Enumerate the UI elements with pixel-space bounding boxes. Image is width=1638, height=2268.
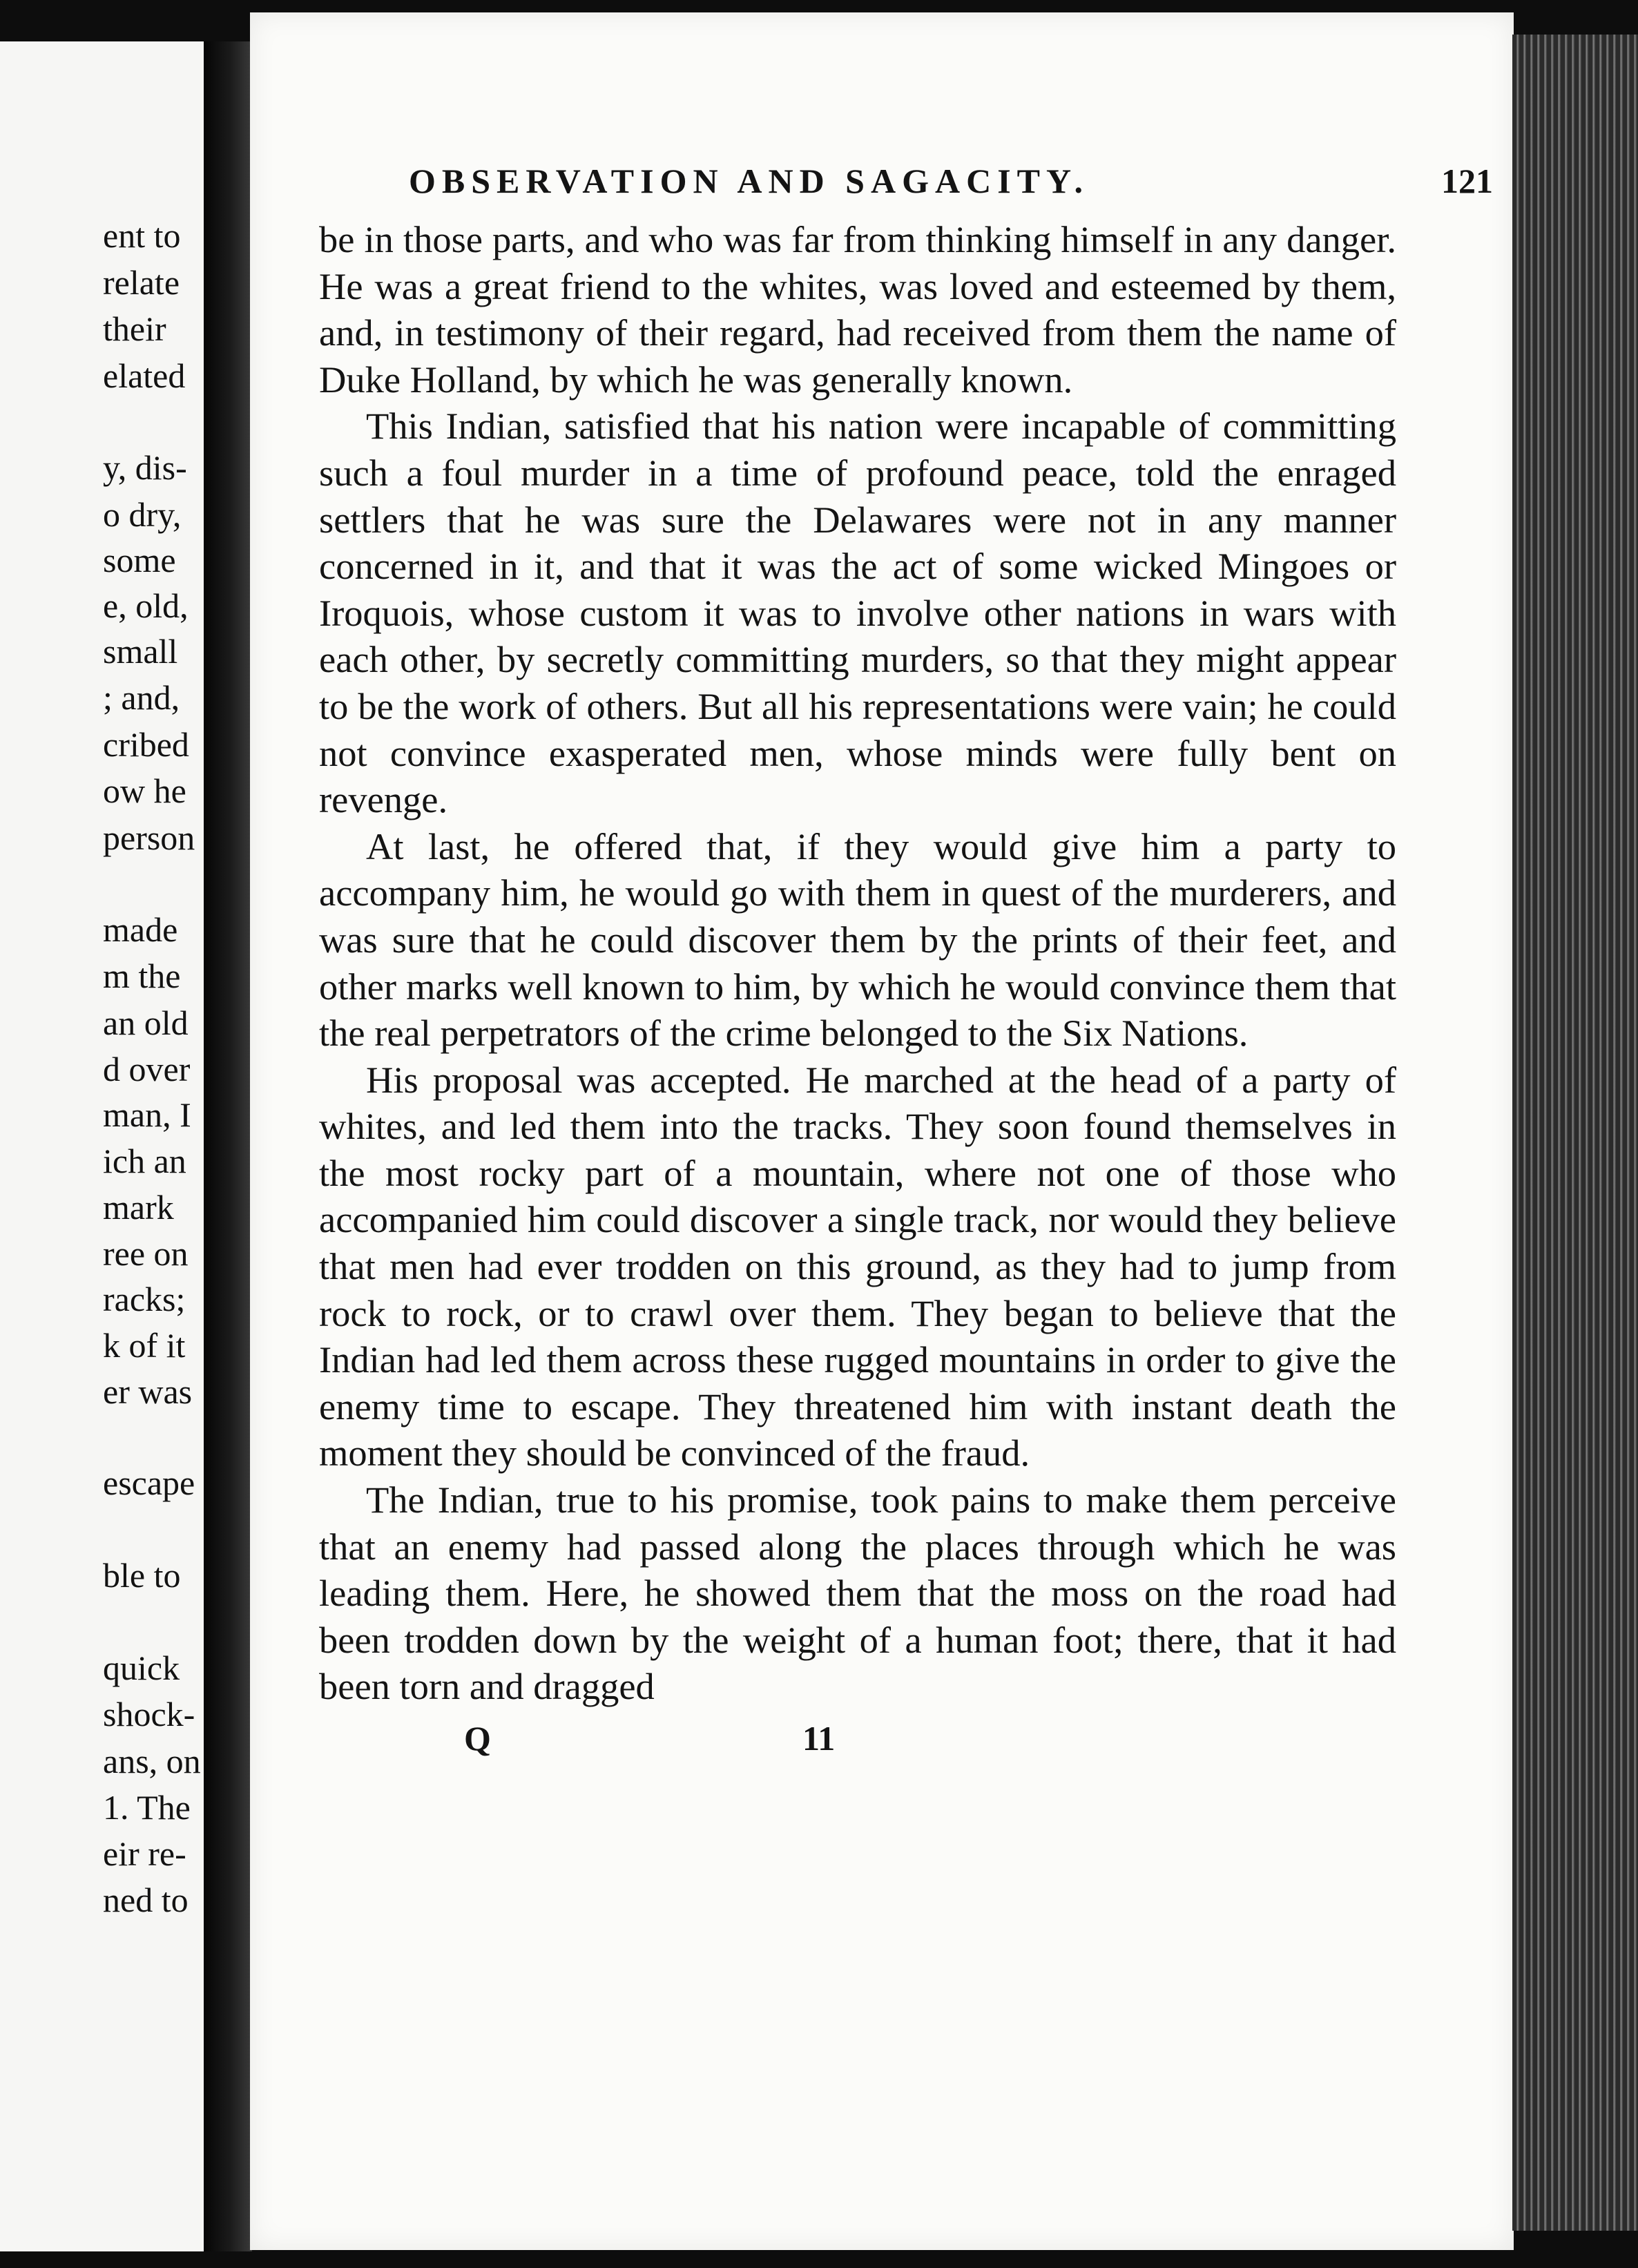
previous-page-line: quick	[103, 1649, 180, 1687]
paragraph: This Indian, satisfied that his nation were incapable of committing such a foul murder in a time of profound peace, told the enraged settlers that he was sure the Delawares were not in any manner concerned in it, and that it was the act of some wicked Mingoes or Iroquois, whose custom it was to involve other nations in wars with each other, by secretly committing murders, so that they might appear to be the work of others. But all his representations were vain; he could not convince exasperated men, whose minds were fully bent on revenge.	[319, 405, 1396, 821]
previous-page-line: ; and,	[103, 678, 180, 717]
previous-page-line: cribed	[103, 725, 189, 764]
previous-page-line: some	[103, 541, 176, 579]
previous-page-line: er was	[103, 1372, 193, 1411]
previous-page-line: 1. The	[103, 1788, 191, 1827]
paragraph: The Indian, true to his promise, took pains to make them perceive that an enemy had passed along the places through which he was leading them. Here, he showed them that the moss on the road had been trodden down by the weight of a human foot; there, that it had been torn and dragged	[319, 1479, 1396, 1708]
signature-mark: Q	[464, 1719, 491, 1758]
previous-page-line: e, old,	[103, 586, 189, 625]
previous-page-line: d over	[103, 1050, 191, 1088]
previous-page-line: mark	[103, 1188, 174, 1227]
previous-page-line: ble to	[103, 1556, 181, 1595]
sheet-number: 11	[802, 1719, 836, 1758]
previous-page-line: ans, on	[103, 1742, 201, 1780]
previous-page-line: man, I	[103, 1095, 191, 1134]
previous-page-line: ree on	[103, 1234, 189, 1273]
previous-page-line: their	[103, 309, 166, 348]
previous-page-line: o dry,	[103, 495, 182, 534]
previous-page-line: ich an	[103, 1142, 186, 1180]
page-edges	[1512, 35, 1638, 2231]
previous-page-line: y, dis-	[103, 448, 187, 487]
page-number: 121	[1441, 162, 1493, 200]
previous-page-line: ow he	[103, 771, 186, 810]
previous-page-line: an old	[103, 1003, 189, 1042]
previous-page-line: person	[103, 818, 195, 857]
current-page	[250, 12, 1514, 2250]
page-text-block	[319, 147, 1493, 1774]
previous-page-line: ned to	[103, 1881, 189, 1919]
running-head	[409, 147, 1493, 216]
body-text	[319, 216, 1396, 1710]
previous-page-line: shock-	[103, 1695, 195, 1733]
previous-page-line: elated	[103, 356, 186, 395]
previous-page-line: m the	[103, 957, 181, 995]
previous-page-line: k of it	[103, 1326, 186, 1365]
previous-page-fragment	[0, 41, 204, 2251]
book-gutter	[204, 41, 252, 2251]
paragraph: His proposal was accepted. He marched at the head of a party of whites, and led them into the tracks. They soon found themselves in the most rocky part of a mountain, where not one of those who accompanied him could discover a single track, nor would they believe that men had ever trodden on this ground, as they had to jump from rock to rock, or to crawl over them. They began to believe that the Indian had led them across these rugged mountains in order to give the enemy time to escape. They threatened him with instant death the moment they should be convinced of the fraud.	[319, 1058, 1396, 1474]
previous-page-line: small	[103, 632, 178, 671]
running-title: OBSERVATION AND SAGACITY.	[409, 162, 1090, 200]
previous-page-line: racks;	[103, 1280, 186, 1318]
paragraph: be in those parts, and who was far from thinking himself in any danger. He was a great friend to the whites, was loved and esteemed by them, and, in testimony of their regard, had received from them the name of Duke Holland, by which he was generally known.	[319, 218, 1396, 401]
previous-page-line: ent to	[103, 216, 181, 255]
paragraph: At last, he offered that, if they would give him a party to accompany him, he would go with them in quest of the murderers, and was sure that he could discover them by the prints of their feet, and other marks well known to him, by which he would convince them that the real perpetrators of the crime belonged to the Six Nations.	[319, 825, 1396, 1055]
previous-page-line: eir re-	[103, 1834, 186, 1873]
page-footer	[319, 1718, 1396, 1774]
previous-page-line: relate	[103, 263, 180, 302]
previous-page-line: made	[103, 910, 178, 949]
previous-page-line: escape	[103, 1463, 195, 1502]
